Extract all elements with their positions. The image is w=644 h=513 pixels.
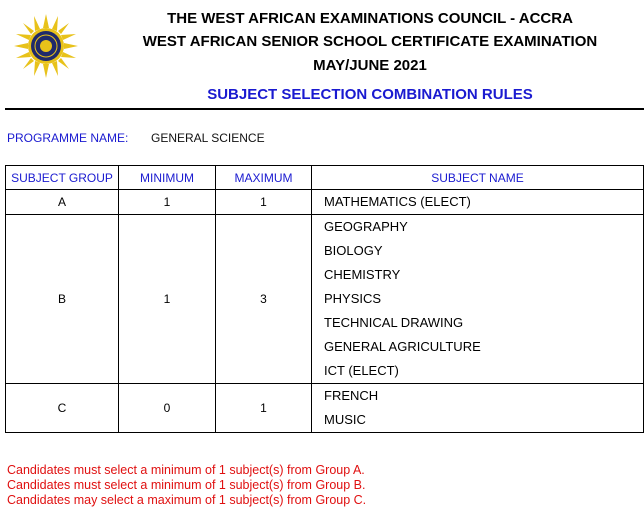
col-subject-name: SUBJECT NAME (312, 166, 644, 190)
rule-notes (7, 463, 366, 508)
logo-emblem (40, 40, 52, 52)
subject-item: CHEMISTRY (324, 267, 401, 282)
subjects-cell (312, 384, 644, 433)
group-cell: B (6, 215, 119, 384)
waec-logo (14, 14, 78, 78)
subject-item: FRENCH (324, 388, 379, 403)
council-title: THE WEST AFRICAN EXAMINATIONS COUNCIL - ACCRA (167, 10, 573, 27)
subject-item: GEOGRAPHY (324, 219, 408, 234)
subject-item: GENERAL AGRICULTURE (324, 339, 481, 354)
subject-item: MUSIC (324, 412, 366, 427)
subject-item: MATHEMATICS (ELECT) (324, 194, 471, 209)
page-subtitle: SUBJECT SELECTION COMBINATION RULES (207, 86, 533, 103)
col-subject-group: SUBJECT GROUP (6, 166, 119, 190)
table-header-row (6, 166, 644, 190)
group-cell: C (6, 384, 119, 433)
programme-value: GENERAL SCIENCE (151, 131, 265, 145)
minimum-cell: 0 (119, 384, 216, 433)
table-row (6, 384, 644, 433)
minimum-cell: 1 (119, 190, 216, 215)
subject-item: BIOLOGY (324, 243, 383, 258)
table-row (6, 190, 644, 215)
maximum-cell: 1 (216, 384, 312, 433)
maximum-cell: 3 (216, 215, 312, 384)
rules-table (5, 165, 644, 433)
col-maximum: MAXIMUM (216, 166, 312, 190)
rule-note: Candidates must select a minimum of 1 subject(s) from Group A. (7, 463, 365, 477)
group-cell: A (6, 190, 119, 215)
col-minimum: MINIMUM (119, 166, 216, 190)
subject-item: PHYSICS (324, 291, 382, 306)
table-row (6, 215, 644, 384)
minimum-cell: 1 (119, 215, 216, 384)
programme-label: PROGRAMME NAME: (7, 131, 129, 145)
subjects-cell (312, 215, 644, 384)
header-divider (5, 108, 644, 110)
maximum-cell: 1 (216, 190, 312, 215)
rule-note: Candidates must select a minimum of 1 subject(s) from Group B. (7, 478, 366, 492)
subject-item: ICT (ELECT) (324, 363, 399, 378)
subjects-cell (312, 190, 644, 215)
exam-session: MAY/JUNE 2021 (313, 57, 427, 74)
exam-title: WEST AFRICAN SENIOR SCHOOL CERTIFICATE EXAMINATION (142, 33, 598, 50)
rule-note: Candidates may select a maximum of 1 subject(s) from Group C. (7, 493, 367, 507)
subject-item: TECHNICAL DRAWING (324, 315, 464, 330)
